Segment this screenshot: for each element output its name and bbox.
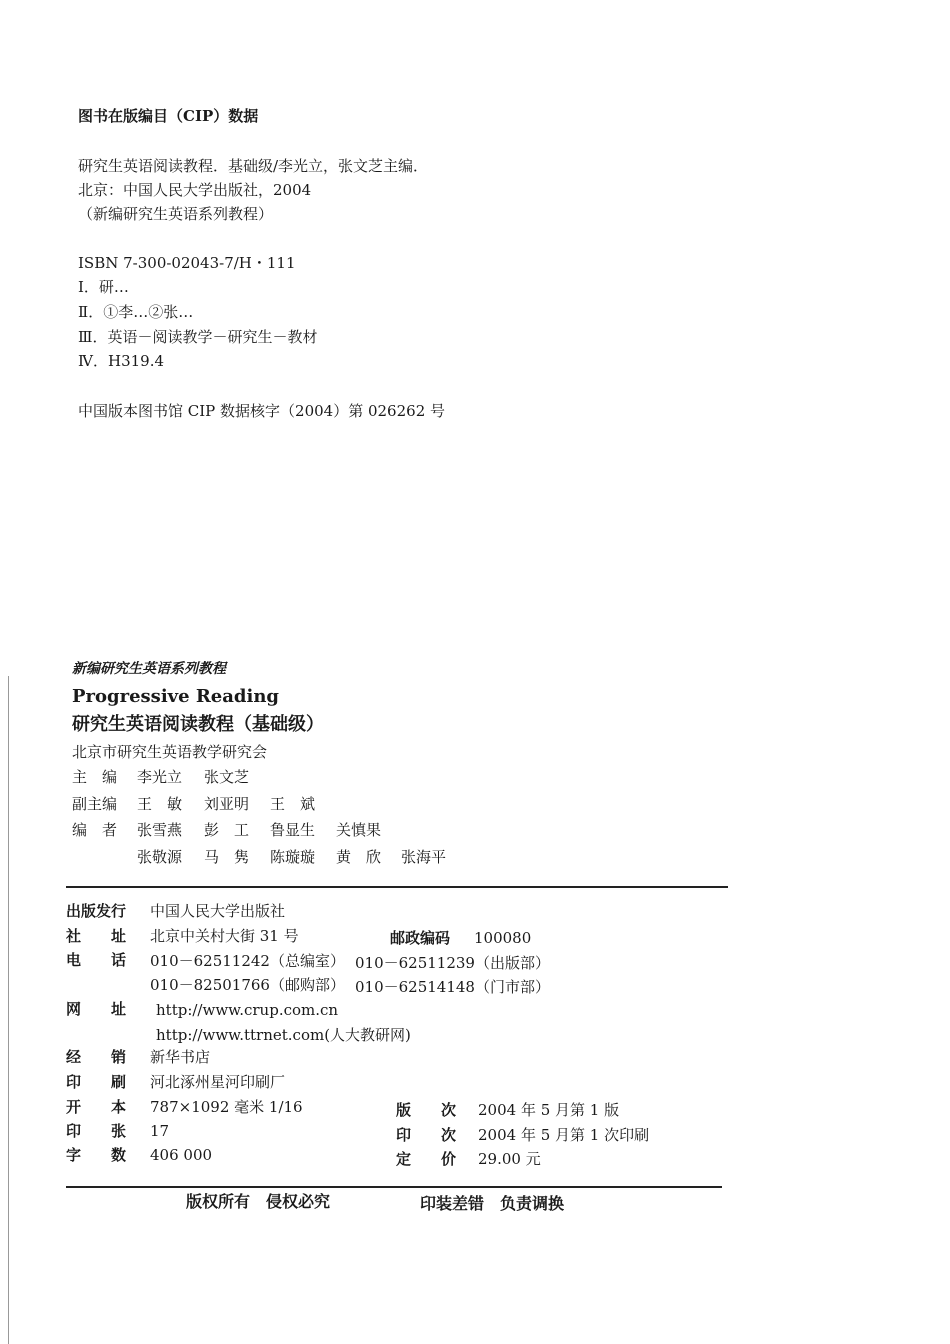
format-value: 787×1092 毫米 1/16 (150, 1098, 303, 1116)
subject-4: Ⅳ．H319.4 (78, 352, 165, 370)
price-label: 定 价 (396, 1150, 457, 1168)
edition-label: 版 次 (396, 1101, 457, 1119)
phone-label: 电 话 (66, 951, 127, 969)
subject-2: Ⅱ．①李…②张… (78, 303, 194, 321)
publisher-value: 中国人民大学出版社 (150, 902, 286, 920)
contributor-2: 彭 工 (204, 821, 250, 839)
wordcount-value: 406 000 (150, 1146, 213, 1164)
editor-1: 李光立 (137, 768, 183, 786)
title-english: Progressive Reading (72, 686, 279, 707)
cip-line-1: 研究生英语阅读教程．基础级/李光立，张文芝主编． (78, 157, 429, 175)
subject-1: Ⅰ．研… (78, 278, 129, 296)
cip-heading: 图书在版编目（CIP）数据 (78, 107, 259, 125)
distributor-label: 经 销 (66, 1048, 127, 1066)
associate-1: 王 敏 (137, 795, 183, 813)
cip-line-2: 北京：中国人民大学出版社，2004 (78, 181, 312, 199)
page-scan-edge (8, 676, 9, 1344)
isbn: ISBN 7-300-02043-7/H・111 (78, 254, 296, 272)
contributor-5: 张敬源 (137, 848, 183, 866)
address-value: 北京中关村大街 31 号 (150, 927, 299, 945)
replacement-notice: 印装差错 负责调换 (420, 1194, 565, 1213)
price-value: 29.00 元 (478, 1150, 541, 1168)
phone-1: 010－62511242（总编室） (150, 952, 345, 970)
phone-2: 010－62511239（出版部） (355, 954, 550, 972)
sheets-label: 印 张 (66, 1122, 127, 1140)
phone-3: 010－82501766（邮购部） (150, 976, 345, 994)
website-label: 网 址 (66, 1000, 127, 1018)
contributor-3: 鲁显生 (270, 821, 316, 839)
cip-record: 中国版本图书馆 CIP 数据核字（2004）第 026262 号 (78, 402, 446, 420)
credit-label-contributors: 编 者 (72, 821, 118, 839)
printer-value: 河北涿州星河印刷厂 (150, 1073, 286, 1091)
impression-label: 印 次 (396, 1126, 457, 1144)
credit-label-associate: 副主编 (72, 795, 118, 813)
edition-value: 2004 年 5 月第 1 版 (478, 1101, 620, 1119)
phone-4: 010－62514148（门市部） (355, 978, 550, 996)
contributor-8: 黄 欣 (336, 848, 382, 866)
distributor-value: 新华书店 (150, 1048, 211, 1066)
associate-2: 刘亚明 (204, 795, 250, 813)
website-2: http://www.ttrnet.com(人大教研网) (156, 1026, 411, 1044)
associate-3: 王 斌 (270, 795, 316, 813)
contributor-4: 关慎果 (336, 821, 382, 839)
copyright-notice: 版权所有 侵权必究 (186, 1192, 331, 1211)
credit-label-editor: 主 编 (72, 768, 118, 786)
divider-bottom (66, 1186, 722, 1188)
website-1: http://www.crup.com.cn (156, 1001, 339, 1019)
publisher-label: 出版发行 (66, 902, 127, 920)
contributor-7: 陈璇璇 (270, 848, 316, 866)
wordcount-label: 字 数 (66, 1146, 127, 1164)
series-name: 新编研究生英语系列教程 (72, 661, 226, 677)
sheets-value: 17 (150, 1122, 170, 1140)
format-label: 开 本 (66, 1098, 127, 1116)
address-label: 社 址 (66, 927, 127, 945)
title-chinese: 研究生英语阅读教程（基础级） (72, 714, 324, 735)
divider-top (66, 886, 728, 888)
contributor-1: 张雪燕 (137, 821, 183, 839)
postcode-value: 100080 (474, 929, 532, 947)
postcode-label: 邮政编码 (390, 929, 451, 947)
cip-line-3: （新编研究生英语系列教程） (78, 205, 274, 223)
organization: 北京市研究生英语教学研究会 (72, 743, 268, 761)
subject-3: Ⅲ．英语－阅读教学－研究生－教材 (78, 328, 318, 346)
contributor-9: 张海平 (401, 848, 447, 866)
impression-value: 2004 年 5 月第 1 次印刷 (478, 1126, 650, 1144)
printer-label: 印 刷 (66, 1073, 127, 1091)
contributor-6: 马 隽 (204, 848, 250, 866)
editor-2: 张文芝 (204, 768, 250, 786)
